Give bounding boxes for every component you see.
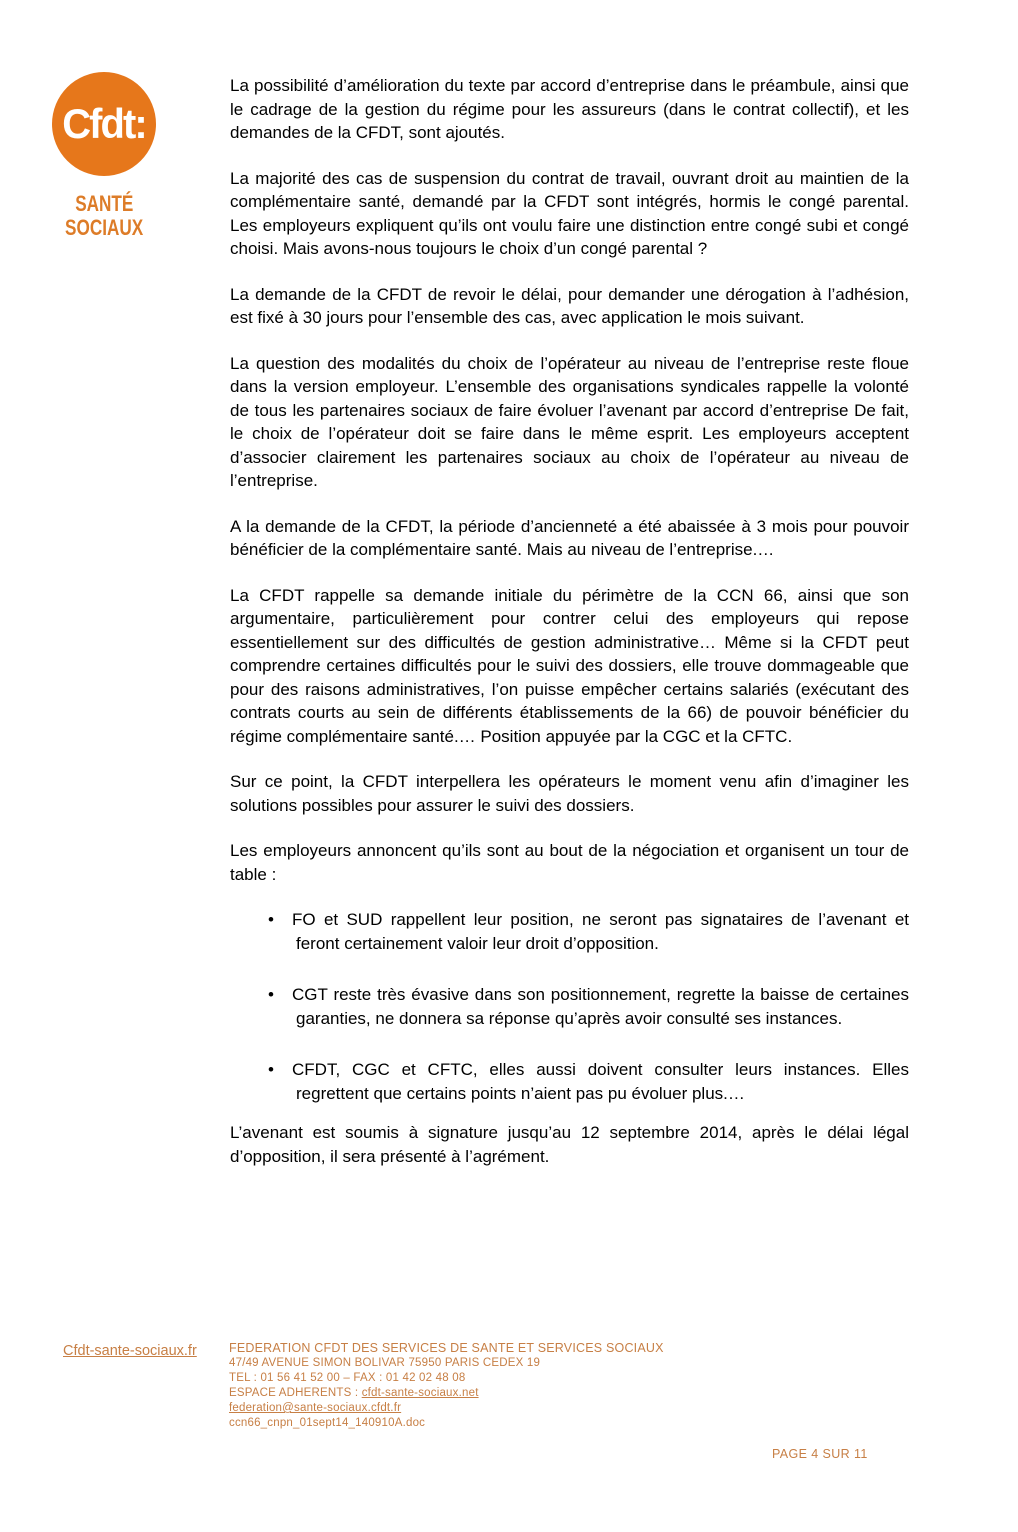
logo-subtitle [52, 192, 156, 240]
logo-subtitle-sante-text: SANTÉ [74, 191, 134, 216]
document-body [230, 74, 909, 1168]
document-filename: ccn66_cnpn_01sept14_140910A.doc [229, 1417, 426, 1429]
page-number: PAGE 4 SUR 11 [772, 1447, 868, 1461]
cfdt-logo-text: Cfdt: [62, 100, 146, 147]
bullet-icon: • [268, 985, 274, 1004]
federation-name: FEDERATION CFDT DES SERVICES DE SANTE ET SERVICES SOCIAUX [229, 1341, 664, 1355]
federation-address: 47/49 AVENUE SIMON BOLIVAR 75950 PARIS CEDEX 19 [229, 1357, 541, 1369]
paragraph-1: La possibilité d’amélioration du texte par accord d’entreprise dans le préambule, ainsi que le cadrage de la gestion du régime pour les assureurs (dans le contrat collectif), et les demandes de la CFDT, sont ajoutés. [230, 76, 909, 142]
logo-subtitle-sante [52, 192, 156, 216]
list-item-fo-sud [230, 908, 909, 955]
federation-email-link[interactable]: federation@sante-sociaux.cfdt.fr [229, 1402, 402, 1414]
paragraph-5: A la demande de la CFDT, la période d’ancienneté a été abaissée à 3 mois pour pouvoir bénéficier de la complémentaire santé. Mais au niveau de l’entreprise.… [230, 516, 909, 559]
adherents-label: ESPACE ADHERENTS : [229, 1387, 362, 1399]
adherents-line [229, 1386, 849, 1401]
list-item-cfdt-cgc-cftc [230, 1058, 909, 1105]
list-item-text: CFDT, CGC et CFTC, elles aussi doivent consulter leurs instances. Elles regrettent que certains points n’aient pas pu évoluer plus.… [292, 1060, 909, 1103]
federation-phone-fax: TEL : 01 56 41 52 00 – FAX : 01 42 02 48 08 [229, 1372, 466, 1384]
paragraph-2: La majorité des cas de suspension du contrat de travail, ouvrant droit au maintien de la complémentaire santé, demandé par la CFDT sont intégrés, hormis le congé parental. Les employeurs expliquent qu’ils ont voulu faire une distinction entre congé subi et congé choisi. Mais avons-nous toujours le choix d’un congé parental ? [230, 168, 909, 258]
paragraph-4: La question des modalités du choix de l’opérateur au niveau de l’entreprise reste floue dans la version employeur. L’ensemble des organisations syndicales rappelle la volonté de tous les partenaires sociaux de faire évoluer l’avenant par accord d’entreprise De fait, le choix de l’opérateur doit se faire dans le même esprit. Les employeurs acceptent d’associer clairement les partenaires sociaux au choix de l’opérateur au niveau de l’entreprise. [230, 353, 909, 490]
list-item-text: FO et SUD rappellent leur position, ne seront pas signataires de l’avenant et feront certainement valoir leur droit d’opposition. [292, 910, 909, 953]
list-item-text: CGT reste très évasive dans son positionnement, regrette la baisse de certaines garanties, ne donnera sa réponse qu’après avoir consulté ses instances. [292, 985, 909, 1028]
closing-paragraph: L’avenant est soumis à signature jusqu’au 12 septembre 2014, après le délai légal d’opposition, il sera présenté à l’agrément. [230, 1123, 909, 1166]
email-line [229, 1401, 849, 1416]
federation-contact-block [229, 1341, 849, 1431]
site-link[interactable]: Cfdt-sante-sociaux.fr [63, 1343, 197, 1359]
paragraph-7: Sur ce point, la CFDT interpellera les opérateurs le moment venu afin d’imaginer les solutions possibles pour assurer le suivi des dossiers. [230, 772, 909, 815]
bullet-icon: • [268, 910, 274, 929]
paragraph-8: Les employeurs annoncent qu’ils sont au bout de la négociation et organisent un tour de table : [230, 841, 909, 884]
bullet-icon: • [268, 1060, 274, 1079]
list-item-cgt [230, 983, 909, 1030]
paragraph-3: La demande de la CFDT de revoir le délai, pour demander une dérogation à l’adhésion, est fixé à 30 jours pour l’ensemble des cas, avec application le mois suivant. [230, 284, 909, 327]
cfdt-logo [52, 72, 156, 240]
adherents-link[interactable]: cfdt-sante-sociaux.net [361, 1387, 479, 1399]
logo-subtitle-sociaux [52, 216, 156, 240]
bullet-list [230, 908, 909, 1105]
logo-subtitle-sociaux-text: SOCIAUX [64, 215, 144, 240]
cfdt-logo-circle-icon [52, 72, 156, 176]
paragraph-6: La CFDT rappelle sa demande initiale du périmètre de la CCN 66, ainsi que son argumentaire, particulièrement pour contrer celui des employeurs qui repose essentiellement sur des difficultés de gestion administrative… Même si la CFDT peut comprendre certaines difficultés pour le suivi des dossiers, elle trouve dommageable que pour des raisons administratives, l’on puisse empêcher certains salariés (exécutant des contrats courts au sein de différents établissements de la 66) de pouvoir bénéficier du régime complémentaire santé.… Position appuyée par la CGC et la CFTC. [230, 585, 909, 746]
